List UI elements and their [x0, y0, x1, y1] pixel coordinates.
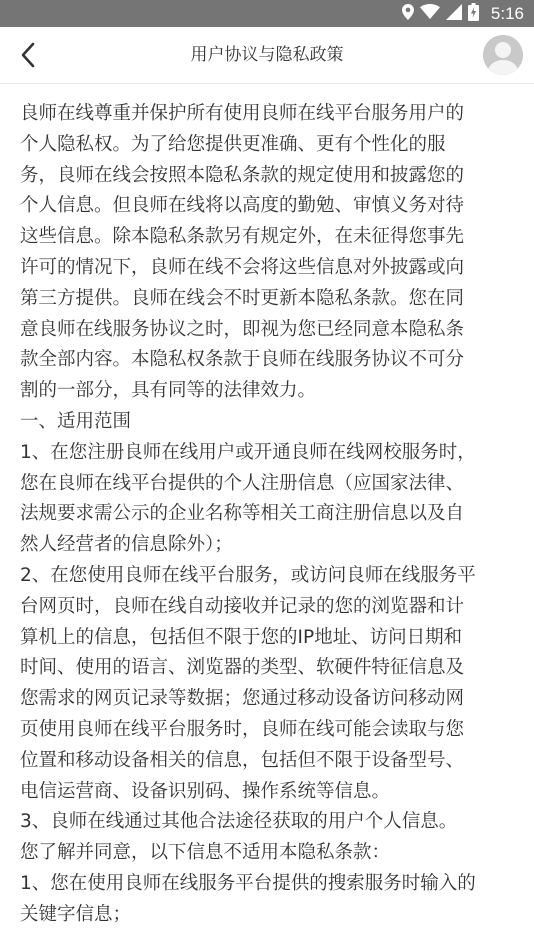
- policy-text-line: 1、在您注册良师在线用户或开通良师在线网校服务时，: [20, 441, 476, 463]
- battery-icon: [468, 3, 479, 25]
- policy-text-line: 割的一部分，具有同等的法律效力。: [20, 380, 317, 402]
- policy-content: [20, 99, 520, 931]
- policy-text-line: 关键字信息；: [20, 903, 132, 925]
- policy-text-line: 然人经营者的信息除外）；: [20, 534, 233, 556]
- policy-text-line: 2、在您使用良师在线平台服务，或访问良师在线服务平: [20, 564, 476, 586]
- status-time: 5:16: [490, 3, 524, 23]
- policy-text-line: 您需求的网页记录等数据；您通过移动设备访问移动网: [20, 688, 465, 710]
- policy-text-line: 3、良师在线通过其他合法途径获取的用户个人信息。: [20, 811, 458, 833]
- policy-text-line: 时间、使用的语言、浏览器的类型、软硬件特征信息及: [20, 657, 465, 679]
- policy-text-line: 位置和移动设备相关的信息，包括但不限于设备型号、: [20, 749, 465, 771]
- policy-text-line: 页使用良师在线平台服务时，良师在线可能会读取与您: [20, 718, 465, 740]
- status-icons: [402, 0, 524, 27]
- policy-text-line: 务，良师在线会按照本隐私条款的规定使用和披露您的: [20, 164, 465, 186]
- policy-text-line: 意良师在线服务协议之时，即视为您已经同意本隐私条: [20, 318, 465, 340]
- status-bar: [0, 0, 534, 27]
- policy-text-line: 个人信息。但良师在线将以高度的勤勉、审慎义务对待: [20, 195, 465, 217]
- policy-text-line: 法规要求需公示的企业名称等相关工商注册信息以及自: [20, 503, 465, 525]
- policy-text-line: 您在良师在线平台提供的个人注册信息（应国家法律、: [20, 472, 465, 494]
- policy-text-line: 款全部内容。本隐私权条款于良师在线服务协议不可分: [20, 349, 465, 371]
- signal-icon: [446, 4, 462, 24]
- chevron-left-icon: [20, 42, 36, 68]
- policy-text-line: 第三方提供。良师在线会不时更新本隐私条款。您在同: [20, 287, 465, 309]
- policy-text-line: 个人隐私权。为了给您提供更准确、更有个性化的服: [20, 133, 446, 155]
- policy-text-line: 1、您在使用良师在线服务平台提供的搜索服务时输入的: [20, 872, 476, 894]
- policy-text-line: 您了解并同意，以下信息不适用本隐私条款：: [20, 842, 391, 864]
- policy-text-line: 这些信息。除本隐私条款另有规定外，在未征得您事先: [20, 226, 465, 248]
- wifi-icon: [420, 4, 440, 23]
- nav-bar: [0, 27, 534, 84]
- policy-text-line: 一、适用范围: [20, 410, 132, 432]
- policy-text-line: 许可的情况下，良师在线不会将这些信息对外披露或向: [20, 256, 465, 278]
- page-title: 用户协议与隐私政策: [190, 45, 344, 65]
- policy-text-line: 良师在线尊重并保护所有使用良师在线平台服务用户的: [20, 103, 465, 124]
- location-icon: [402, 4, 414, 24]
- policy-text-line: 电信运营商、设备识别码、操作系统等信息。: [20, 780, 391, 802]
- policy-text-line: 台网页时，良师在线自动接收并记录的您的浏览器和计: [20, 595, 465, 617]
- avatar[interactable]: [483, 35, 523, 75]
- back-button[interactable]: [6, 33, 50, 77]
- policy-text-line: 算机上的信息，包括但不限于您的IP地址、访问日期和: [20, 626, 463, 648]
- user-avatar-icon: [483, 35, 523, 75]
